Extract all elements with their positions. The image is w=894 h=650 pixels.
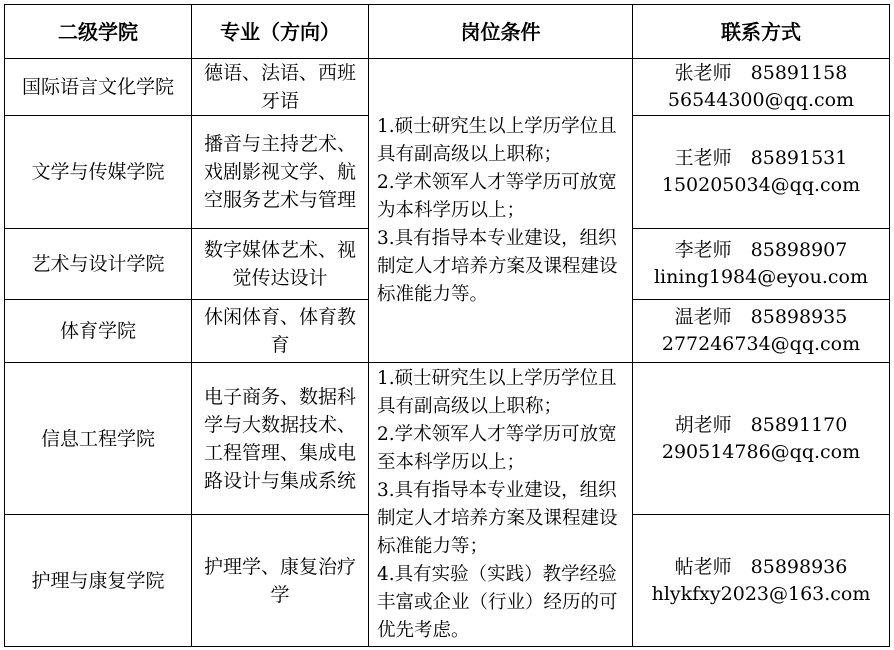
major-cell: 休闲体育、体育教育 — [192, 300, 369, 363]
contact-name-phone: 帖老师 85898936 — [674, 555, 848, 578]
college-cell: 艺术与设计学院 — [5, 229, 192, 300]
table-row — [5, 363, 890, 515]
contact-cell — [633, 363, 890, 515]
contact-cell — [633, 229, 890, 300]
contact-email: hlykfxy2023@163.com — [651, 582, 871, 605]
table-row — [5, 59, 890, 116]
contact-cell — [633, 116, 890, 229]
college-cell: 文学与传媒学院 — [5, 116, 192, 229]
contact-cell — [633, 515, 890, 647]
requirements-cell-group2 — [369, 363, 633, 647]
contact-name-phone: 王老师 85891531 — [674, 147, 848, 169]
contact-email: lining1984@eyou.com — [653, 266, 868, 288]
requirement-item: 3.具有指导本专业建设，组织制定人才培养方案及课程建设标准能力等。 — [377, 227, 618, 305]
contact-cell — [633, 300, 890, 363]
contact-name-phone: 胡老师 85891170 — [674, 413, 848, 436]
requirement-item: 4.具有实验（实践）教学经验丰富或企业（行业）经历的可优先考虑。 — [377, 563, 618, 641]
major-cell: 德语、法语、西班牙语 — [192, 59, 369, 116]
contact-email: 56544300@qq.com — [667, 89, 855, 111]
recruitment-table — [4, 4, 890, 647]
header-contact: 联系方式 — [633, 5, 890, 59]
contact-email: 150205034@qq.com — [661, 174, 861, 196]
requirements-cell-group1 — [369, 59, 633, 363]
contact-name-phone: 张老师 85891158 — [674, 62, 848, 84]
requirement-item: 1.硕士研究生以上学历学位且具有副高级以上职称； — [377, 367, 617, 417]
requirement-item: 2.学术领军人才等学历可放宽至本科学历以上； — [377, 423, 617, 473]
college-cell: 信息工程学院 — [5, 363, 192, 515]
major-cell: 护理学、康复治疗学 — [192, 515, 369, 647]
requirement-item: 3.具有指导本专业建设，组织制定人才培养方案及课程建设标准能力等； — [377, 479, 618, 557]
major-cell: 播音与主持艺术、戏剧影视文学、航空服务艺术与管理 — [192, 116, 369, 229]
requirement-item: 1.硕士研究生以上学历学位且具有副高级以上职称； — [377, 115, 617, 165]
requirement-item: 2.学术领军人才等学历可放宽为本科学历以上； — [377, 171, 617, 221]
header-college: 二级学院 — [5, 5, 192, 59]
contact-email: 277246734@qq.com — [661, 333, 861, 355]
college-cell: 国际语言文化学院 — [5, 59, 192, 116]
major-cell: 电子商务、数据科学与大数据技术、工程管理、集成电路设计与集成系统 — [192, 363, 369, 515]
contact-email: 290514786@qq.com — [661, 440, 861, 463]
college-cell: 体育学院 — [5, 300, 192, 363]
contact-cell — [633, 59, 890, 116]
header-row — [5, 5, 890, 59]
college-cell: 护理与康复学院 — [5, 515, 192, 647]
header-major: 专业（方向） — [192, 5, 369, 59]
contact-name-phone: 李老师 85898907 — [674, 239, 848, 261]
header-requirements: 岗位条件 — [369, 5, 633, 59]
contact-name-phone: 温老师 85898935 — [674, 306, 848, 328]
major-cell: 数字媒体艺术、视觉传达设计 — [192, 229, 369, 300]
